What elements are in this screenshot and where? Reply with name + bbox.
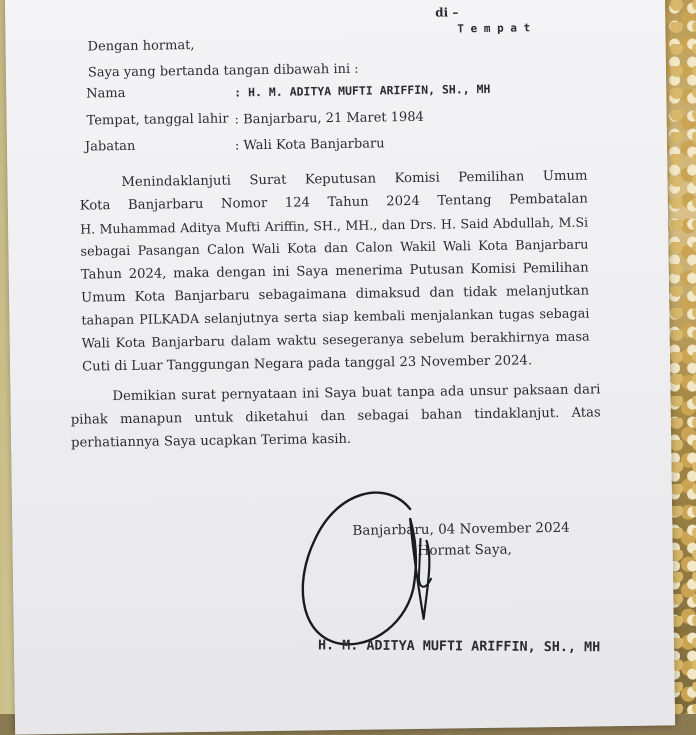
field-value-nama: : H. M. ADITYA MUFTI ARIFFIN, SH., MH xyxy=(234,81,491,100)
body1-line-5: Tahun 2024, maka dengan ini Saya menerima Putusan Komisi Pemilihan xyxy=(80,260,589,283)
field-label-nama: Nama xyxy=(86,85,126,102)
greeting: Dengan hormat, xyxy=(87,38,195,55)
body2-line-1: Demikian surat pernyataan ini Saya buat tanpa ada unsur paksaan dari xyxy=(112,382,601,405)
place-date: Banjarbaru, 04 November 2024 xyxy=(352,519,570,539)
field-value-jabatan: : Wali Kota Banjarbaru xyxy=(234,136,385,154)
signature-drawing xyxy=(292,478,494,661)
body1-line-9: Cuti di Luar Tanggungan Negara pada tanggal 23 November 2024. xyxy=(81,353,533,375)
body-paragraph-1 xyxy=(79,165,590,379)
salutation: Hormat Saya, xyxy=(417,541,512,559)
body2-line-2: pihak manapun untuk diketahui dan sebagai bahan tindaklanjut. Atas xyxy=(70,405,601,428)
body1-line-2: Kota Banjarbaru Nomor 124 Tahun 2024 Tentang Pembatalan xyxy=(79,191,588,214)
field-label-ttl: Tempat, tanggal lahir xyxy=(86,111,229,129)
address-line-1: di – xyxy=(435,5,459,20)
signer-name: H. M. ADITYA MUFTI ARIFFIN, SH., MH xyxy=(317,638,601,656)
address-line-2: T e m p a t xyxy=(457,21,531,36)
field-label-jabatan: Jabatan xyxy=(84,138,136,155)
body1-line-8: Wali Kota Banjarbaru dalam waktu sesegeranya sebelum berakhirnya masa xyxy=(81,329,590,352)
letter-page xyxy=(5,0,675,735)
body1-line-6: Umum Kota Banjarbaru sebagaimana dimaksud dan tidak melanjutkan xyxy=(81,283,590,306)
body-paragraph-2 xyxy=(70,378,601,454)
field-value-ttl: : Banjarbaru, 21 Maret 1984 xyxy=(234,109,424,128)
body1-line-1: Menindaklanjuti Surat Keputusan Komisi Pemilihan Umum xyxy=(121,168,588,191)
body1-line-7: tahapan PILKADA selanjutnya serta siap kembali menjalankan tugas sebagai xyxy=(81,306,590,329)
body2-line-3: perhatiannya Saya ucapkan Terima kasih. xyxy=(71,431,352,451)
body1-line-3: H. Muhammad Aditya Mufti Ariffin, SH., MH., dan Drs. H. Said Abdullah, M.Si xyxy=(80,214,589,237)
intro-text: Saya yang bertanda tangan dibawah ini : xyxy=(87,61,359,81)
body1-line-4: sebagai Pasangan Calon Wali Kota dan Calon Wakil Wali Kota Banjarbaru xyxy=(80,237,589,260)
